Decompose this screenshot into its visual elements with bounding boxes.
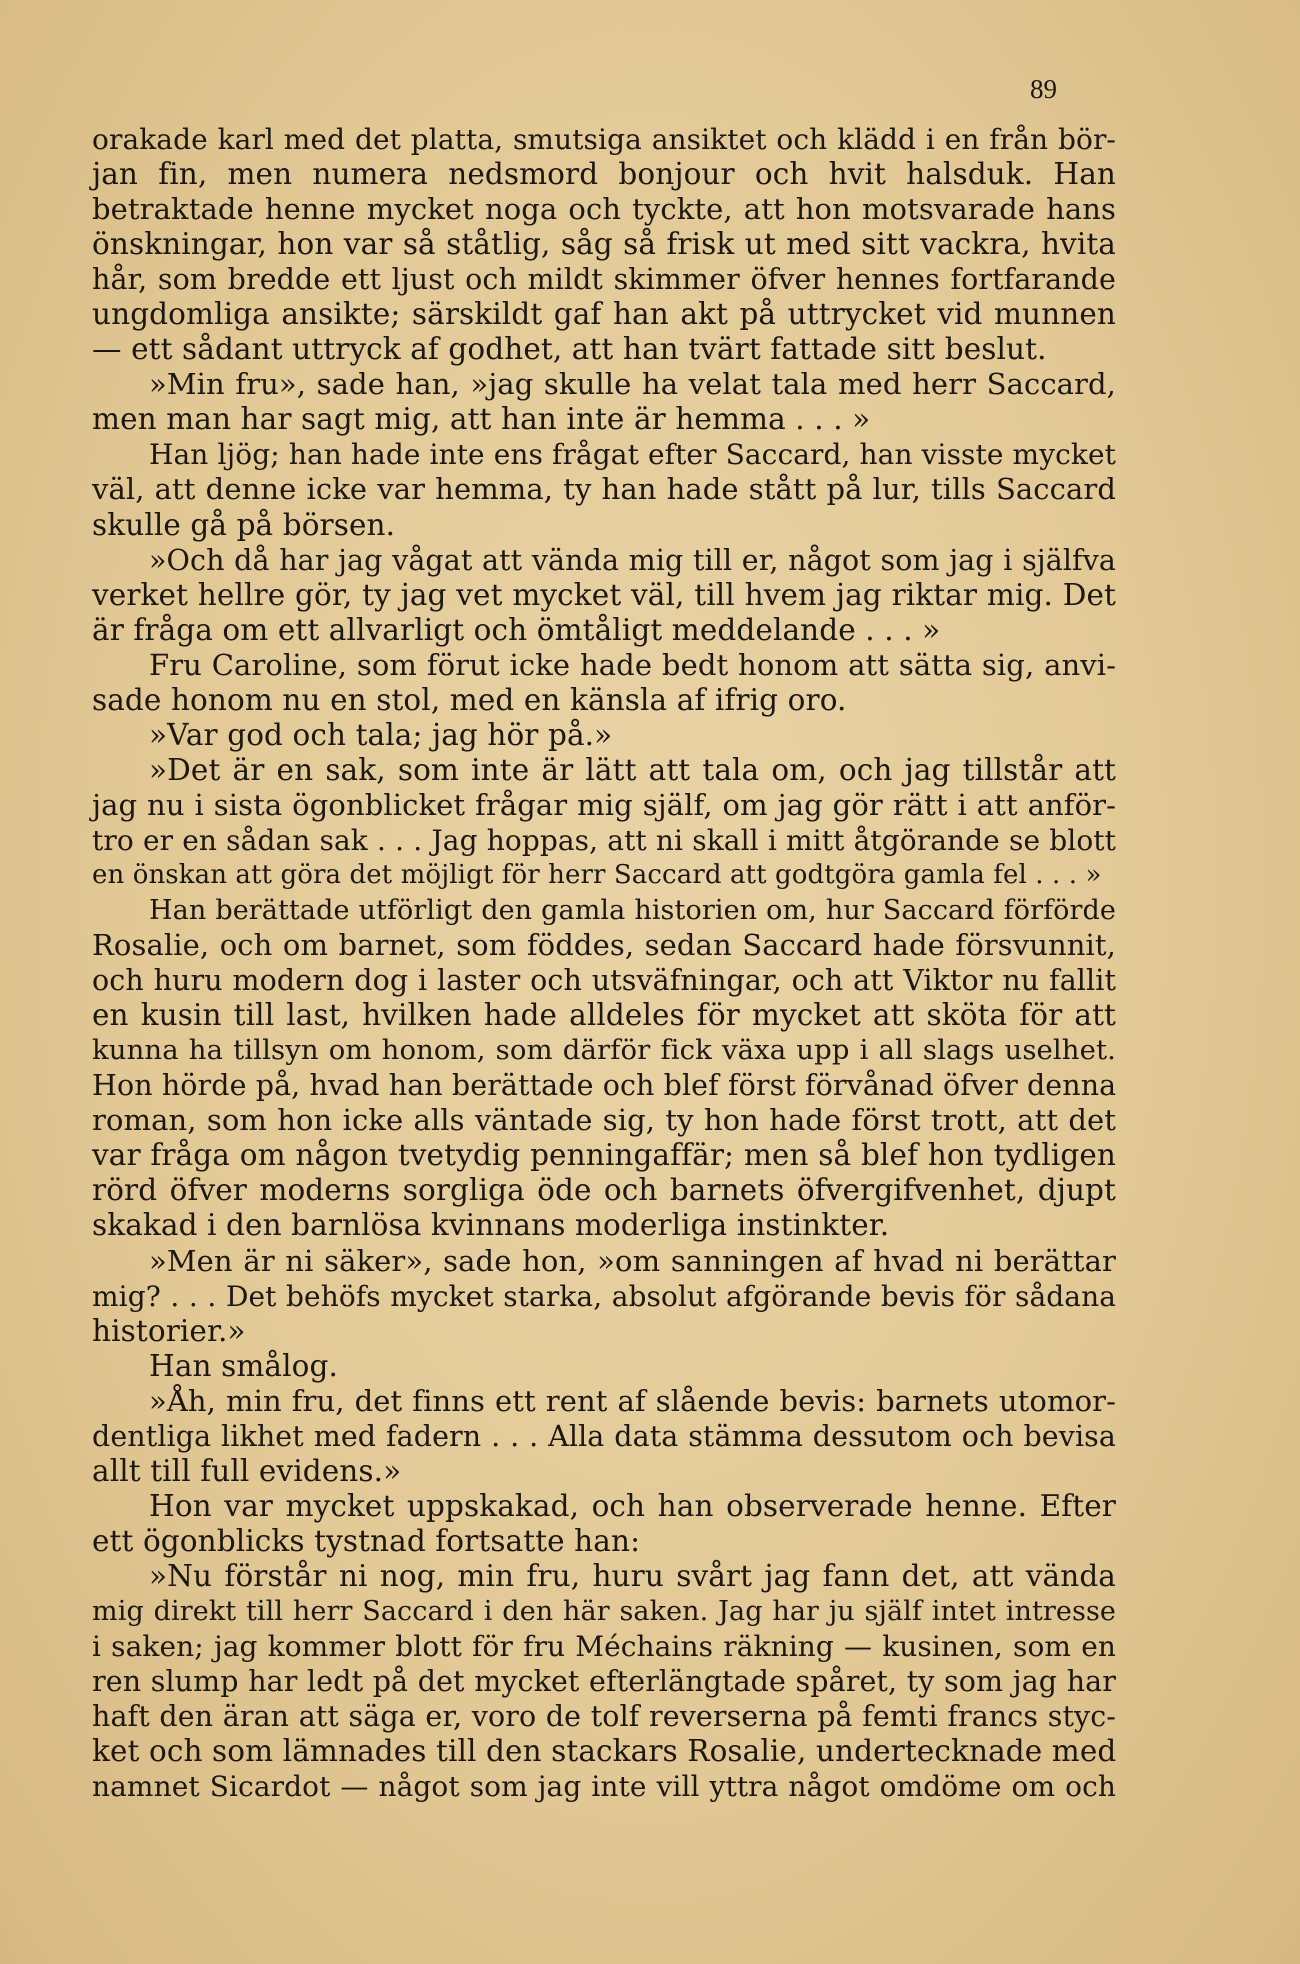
text-line: — ett sådant uttryck af godhet, att han tvärt fattade sitt beslut. (92, 332, 1047, 367)
text-line: skakad i den barnlösa kvinnans moderliga instinkter. (92, 1208, 890, 1243)
text-line: Han berättade utförligt den gamla historien om, hur Saccard förförde (149, 895, 1116, 927)
text-line: dentliga likhet med fadern . . . Alla data stämma dessutom och bevisa (92, 1419, 1116, 1453)
text-line: Fru Caroline, som förut icke hade bedt honom att sätta sig, anvi- (149, 647, 1116, 682)
text-line: »Nu förstår ni nog, min fru, huru svårt jag fann det, att vända (149, 1558, 1116, 1593)
text-line: en kusin till last, hvilken hade alldeles för mycket att sköta för att (92, 998, 1116, 1033)
text-line: skulle gå på börsen. (92, 507, 396, 542)
text-line: »Och då har jag vågat att vända mig till er, något som jag i själfva (149, 543, 1116, 577)
text-line: Han smålog. (149, 1348, 338, 1383)
text-line: Rosalie, och om barnet, som föddes, sedan Saccard hade försvunnit, (92, 928, 1116, 963)
text-line: mig? . . . Det behöfs mycket starka, absolut afgörande bevis för sådana (92, 1279, 1116, 1313)
text-line: verket hellre gör, ty jag vet mycket väl, till hvem jag riktar mig. Det (92, 577, 1116, 612)
text-line: allt till full evidens.» (92, 1453, 402, 1488)
text-line: Han ljög; han hade inte ens frågat efter Saccard, han visste mycket (149, 438, 1116, 472)
body-text (92, 122, 1116, 1804)
page-number: 89 (1030, 74, 1057, 104)
text-line: ett ögonblicks tystnad fortsatte han: (92, 1523, 641, 1558)
text-line: »Åh, min fru, det finns ett rent af slående bevis: barnets utomor- (149, 1383, 1116, 1418)
text-line: och huru modern dog i laster och utsväfningar, och att Viktor nu fallit (92, 964, 1116, 998)
text-line: namnet Sicardot — något som jag inte vill yttra något omdöme om och (92, 1770, 1116, 1804)
text-line: men man har sagt mig, att han inte är hemma . . . » (92, 402, 871, 437)
text-line: önskningar, hon var så ståtlig, såg så frisk ut med sitt vackra, hvita (92, 227, 1116, 262)
text-line: ungdomliga ansikte; särskildt gaf han akt på uttrycket vid munnen (92, 297, 1116, 332)
text-line: sade honom nu en stol, med en känsla af ifrig oro. (92, 682, 847, 717)
text-line: är fråga om ett allvarligt och ömtåligt meddelande . . . » (92, 612, 941, 647)
text-line: jan fin, men numera nedsmord bonjour och hvit halsduk. Han (92, 157, 1116, 192)
text-line: en önskan att göra det möjligt för herr Saccard att godtgöra gamla fel . . . » (92, 859, 1102, 890)
text-line: jag nu i sista ögonblicket frågar mig själf, om jag gör rätt i att anför- (92, 787, 1116, 822)
text-line: »Men är ni säker», sade hon, »om sanningen af hvad ni berättar (149, 1243, 1116, 1278)
text-line: Hon hörde på, hvad han berättade och blef först förvånad öfver denna (92, 1069, 1117, 1103)
text-line: väl, att denne icke var hemma, ty han hade stått på lur, tills Saccard (92, 472, 1116, 507)
text-line: betraktade henne mycket noga och tyckte, att hon motsvarade hans (92, 192, 1116, 227)
text-line: roman, som hon icke alls väntade sig, ty hon hade först trott, att det (92, 1103, 1116, 1138)
text-line: kunna ha tillsyn om honom, som därför fick växa upp i all slags uselhet. (92, 1034, 1116, 1067)
text-line: ket och som lämnades till den stackars Rosalie, undertecknade med (92, 1734, 1117, 1769)
text-line: »Var god och tala; jag hör på.» (149, 717, 613, 752)
text-line: var fråga om någon tvetydig penningaffär; men så blef hon tydligen (92, 1138, 1116, 1173)
text-line: tro er en sådan sak . . . Jag hoppas, att ni skall i mitt åtgörande se blott (92, 823, 1116, 857)
text-line: Hon var mycket uppskakad, och han observerade henne. Efter (149, 1488, 1116, 1523)
text-line: mig direkt till herr Saccard i den här saken. Jag har ju själf intet intresse (92, 1595, 1116, 1627)
text-line: haft den äran att säga er, voro de tolf reverserna på femti francs styc- (92, 1700, 1116, 1734)
text-line: i saken; jag kommer blott för fru Méchains räkning — kusinen, som en (92, 1630, 1116, 1664)
text-line: historier.» (92, 1313, 246, 1348)
text-line: ren slump har ledt på det mycket efterlängtade spåret, ty som jag har (92, 1665, 1116, 1699)
text-line: hår, som bredde ett ljust och mildt skimmer öfver hennes fortfarande (92, 263, 1116, 297)
text-line: »Min fru», sade han, »jag skulle ha velat tala med herr Saccard, (149, 367, 1116, 402)
text-line: »Det är en sak, som inte är lätt att tala om, och jag tillstår att (149, 752, 1116, 787)
text-line: rörd öfver moderns sorgliga öde och barnets öfvergifvenhet, djupt (92, 1173, 1116, 1208)
text-line: orakade karl med det platta, smutsiga ansiktet och klädd i en från bör- (92, 123, 1116, 156)
